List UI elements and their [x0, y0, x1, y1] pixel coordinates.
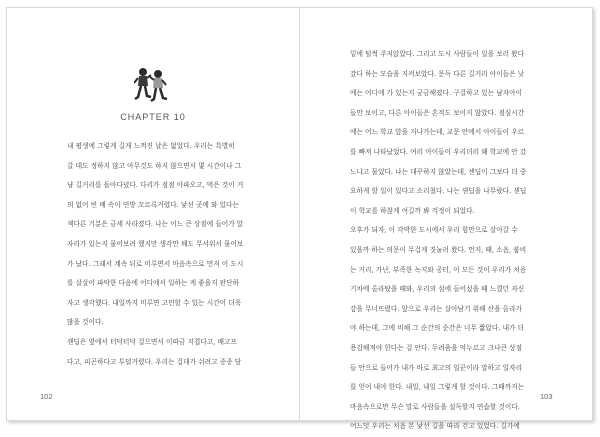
text-line: 요하게 할 일이 있다고 소리쳤다. 나는 셴딥을 나무랐다. 셴딥	[350, 187, 527, 196]
text-line: 가 났다. 그래서 계속 뒤로 미루면서 마음속으로 먼저 이 도시	[67, 259, 244, 268]
text-line: 를 얻어 내야 한다. 내일, 내일 그렇게 할 것이다. 그때까지는	[350, 383, 525, 392]
text-line: 자리가 있는지 물어보려 했지만 생각만 해도 무서워서 물어보	[67, 239, 244, 248]
text-line: 감을 무너뜨렸다. 앞으로 우리는 살아남기 위해 산을 올라가	[350, 304, 523, 313]
left-page	[7, 8, 299, 420]
text-line: 이 학교를 하찮게 여길까 봐 걱정이 되었다.	[350, 206, 475, 215]
text-line: 자고 생각했다. 내일까지 미루면 고민할 수 있는 시간이 더욱	[67, 298, 242, 307]
text-line: 다고, 피곤하다고 투덜거렸다. 우리는 겁대가 쉬려고 종종 담	[67, 357, 242, 366]
left-page-body	[67, 137, 272, 372]
chapter-heading: CHAPTER 10	[120, 112, 186, 122]
text-line: 갈 데도 정하지 않고 아무것도 하지 않으면서 몇 시간이나 그	[67, 161, 242, 170]
text-line: 느냐고 물었다. 나는 대꾸하지 않았는데, 센딥이 그보다 더 중	[350, 167, 527, 176]
text-line: 들 안으로 들어가 내가 바로 최고의 일꾼이라 말하고 일자리	[350, 363, 523, 372]
page-number-right: 103	[540, 392, 553, 401]
text-line: 는 거리, 가난, 부족한 녹지와 공터, 이 모든 것이 우리가 처음	[350, 265, 527, 274]
page-number-left: 102	[40, 392, 53, 401]
text-line: 색다른 기분은 금세 사라졌다. 나는 어느 큰 상점에 들어가 앉	[67, 220, 244, 229]
text-line: 야 하는데, 그에 비해 그 순간의 순간은 너무 짧았다. 내가 더	[350, 324, 525, 333]
right-page-body	[350, 45, 560, 437]
text-line: 내 평생에 그렇게 길게 느껴진 날은 없었다. 우리는 특별히	[67, 142, 235, 150]
text-line: 기차에 올라탔을 때와, 우리의 섬에 들어섰을 때 느꼈던 자신	[350, 285, 525, 294]
text-line: 용감해져야 한다는 걸 안다. 두려움을 억누르고 크나큰 상점	[350, 343, 523, 352]
two-running-children-illustration	[134, 66, 168, 106]
text-line: 에는 어느 학교 앞을 지나가는데, 교문 안에서 아이들이 우르	[350, 128, 525, 137]
text-line: 에는 어디에 가 있는지 궁금해졌다. 구걸하고 있는 남자아이	[350, 89, 523, 98]
text-line: 를 살살이 파악한 다음에 어디에서 일하는 게 좋을지 판단하	[67, 279, 240, 288]
text-line: 많을 것이다.	[67, 318, 104, 327]
text-line: 밑에 털썩 주저앉았다. 그리고 도시 사람들이 일을 보러 왔다	[350, 50, 525, 58]
text-line: 어느덧 우리는 처음 본 낯선 길을 따라 걷고 있었다. 길가에	[350, 422, 520, 431]
text-line: 마음속으로만 무슨 말로 사람들을 설득할지 연습할 것이다.	[350, 402, 520, 411]
text-line: 의 없어 빈 배 속이 연방 꼬르륵거렸다. 낯선 곳에 와 있다는	[67, 200, 239, 209]
text-line: 냥 길거리를 돌아다녔다. 다리가 점점 아파오고, 먹은 것이 거	[67, 181, 244, 190]
text-line: 를 빠져 나타났었다. 여러 아이들이 우리더러 왜 학교에 안 갔	[350, 147, 527, 156]
text-line: 갔다 하는 모습을 지켜보았다. 문득 다른 길거리 아이들은 낮	[350, 69, 525, 78]
text-line: 있을까 하는 의문이 무겁게 짓눌러 왔다. 먼지, 때, 소음, 붐비	[350, 245, 527, 254]
book-spread	[6, 7, 593, 431]
text-line: 오후가 되자, 이 각박한 도시에서 우리 힘만으로 살아갈 수	[350, 226, 518, 235]
right-page	[300, 8, 592, 431]
text-line: 셴딥은 옆에서 터덕터덕 걸으면서 이따금 지겹다고, 배고프	[67, 337, 237, 346]
text-line: 들만 보이고, 다른 아이들은 흔적도 보이지 않았다. 점심시간	[350, 108, 525, 117]
